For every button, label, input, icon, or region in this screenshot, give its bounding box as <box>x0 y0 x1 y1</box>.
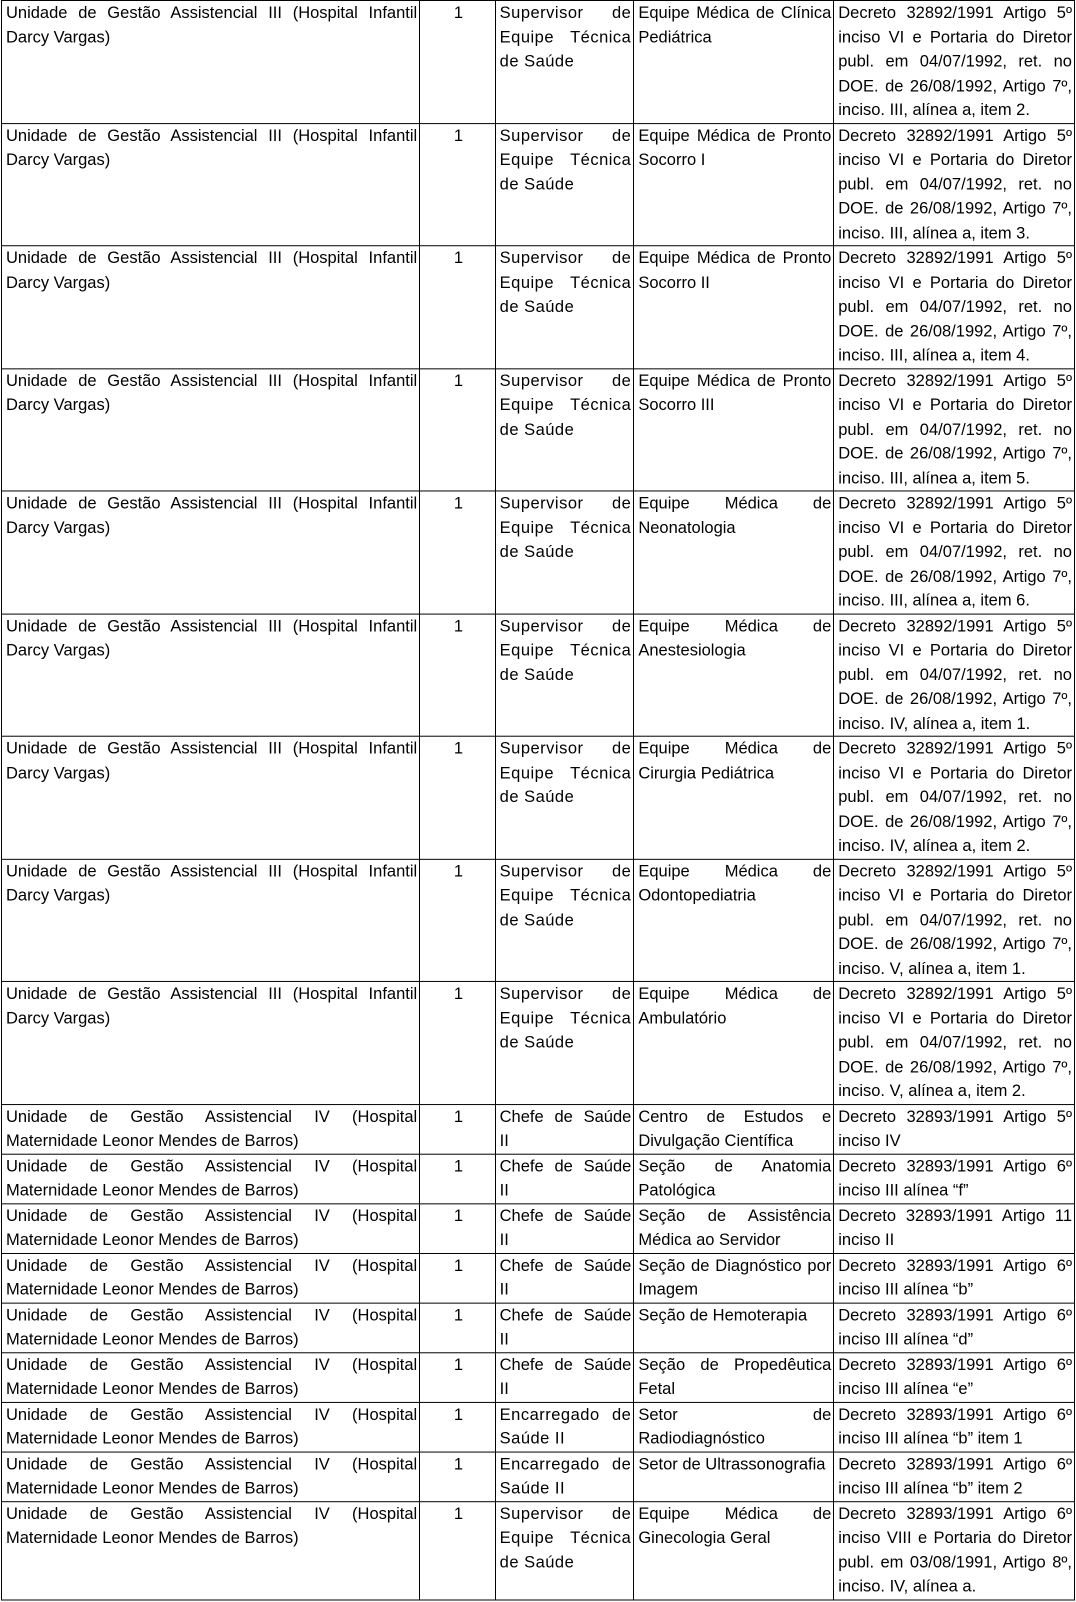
quantity-cell: 1 <box>420 1402 495 1452</box>
team-cell: Equipe Médica de Pronto Socorro III <box>634 368 834 491</box>
quantity-cell: 1 <box>420 1303 495 1353</box>
legal-basis-cell: Decreto 32893/1991 Artigo 6º inciso III alínea “b” item 2 <box>834 1452 1075 1502</box>
positions-table <box>1 0 1075 1600</box>
legal-basis-cell: Decreto 32893/1991 Artigo 11 inciso II <box>834 1203 1075 1253</box>
position-title-cell: Chefe de Saúde II <box>495 1303 634 1353</box>
position-title-cell: Supervisor de Equipe Técnica de Saúde <box>495 614 634 737</box>
team-cell: Equipe Médica de Ginecologia Geral <box>634 1501 834 1599</box>
unit-cell: Unidade de Gestão Assistencial IV (Hospital Maternidade Leonor Mendes de Barros) <box>2 1253 420 1303</box>
table-row <box>2 614 1075 737</box>
table-row <box>2 1154 1075 1204</box>
unit-cell: Unidade de Gestão Assistencial III (Hospital Infantil Darcy Vargas) <box>2 368 420 491</box>
legal-basis-cell: Decreto 32893/1991 Artigo 6º inciso III alínea “b” <box>834 1253 1075 1303</box>
position-title-cell: Supervisor de Equipe Técnica de Saúde <box>495 0 634 123</box>
legal-basis-cell: Decreto 32892/1991 Artigo 5º inciso VI e Portaria do Diretor publ. em 04/07/1992, ret. no DOE. de 26/08/1992, Artigo 7º, inciso. III, alínea a, item 2. <box>834 0 1075 123</box>
table-row <box>2 859 1075 982</box>
team-cell: Seção de Assistência Médica ao Servidor <box>634 1203 834 1253</box>
team-cell: Seção de Propedêutica Fetal <box>634 1352 834 1402</box>
legal-basis-cell: Decreto 32893/1991 Artigo 6º inciso VIII e Portaria do Diretor publ. em 03/08/1991, Artigo 8º, inciso. IV, alínea a. <box>834 1501 1075 1599</box>
legal-basis-cell: Decreto 32892/1991 Artigo 5º inciso VI e Portaria do Diretor publ. em 04/07/1992, ret. no DOE. de 26/08/1992, Artigo 7º, inciso. IV, alínea a, item 1. <box>834 614 1075 737</box>
team-cell: Equipe Médica de Odontopediatria <box>634 859 834 982</box>
position-title-cell: Chefe de Saúde II <box>495 1104 634 1154</box>
quantity-cell: 1 <box>420 246 495 369</box>
team-cell: Equipe Médica de Anestesiologia <box>634 614 834 737</box>
unit-cell: Unidade de Gestão Assistencial III (Hospital Infantil Darcy Vargas) <box>2 246 420 369</box>
quantity-cell: 1 <box>420 1203 495 1253</box>
unit-cell: Unidade de Gestão Assistencial IV (Hospital Maternidade Leonor Mendes de Barros) <box>2 1501 420 1599</box>
position-title-cell: Chefe de Saúde II <box>495 1154 634 1204</box>
team-cell: Centro de Estudos e Divulgação Científica <box>634 1104 834 1154</box>
position-title-cell: Supervisor de Equipe Técnica de Saúde <box>495 981 634 1104</box>
quantity-cell: 1 <box>420 1352 495 1402</box>
position-title-cell: Chefe de Saúde II <box>495 1203 634 1253</box>
position-title-cell: Supervisor de Equipe Técnica de Saúde <box>495 736 634 859</box>
unit-cell: Unidade de Gestão Assistencial IV (Hospital Maternidade Leonor Mendes de Barros) <box>2 1154 420 1204</box>
quantity-cell: 1 <box>420 491 495 614</box>
table-row <box>2 368 1075 491</box>
table-row <box>2 1253 1075 1303</box>
team-cell: Seção de Diagnóstico por Imagem <box>634 1253 834 1303</box>
position-title-cell: Supervisor de Equipe Técnica de Saúde <box>495 123 634 246</box>
team-cell: Equipe Médica de Ambulatório <box>634 981 834 1104</box>
quantity-cell: 1 <box>420 1452 495 1502</box>
position-title-cell: Supervisor de Equipe Técnica de Saúde <box>495 246 634 369</box>
legal-basis-cell: Decreto 32893/1991 Artigo 6º inciso III alínea “b” item 1 <box>834 1402 1075 1452</box>
unit-cell: Unidade de Gestão Assistencial III (Hospital Infantil Darcy Vargas) <box>2 736 420 859</box>
quantity-cell: 1 <box>420 1104 495 1154</box>
legal-basis-cell: Decreto 32892/1991 Artigo 5º inciso VI e Portaria do Diretor publ. em 04/07/1992, ret. no DOE. de 26/08/1992, Artigo 7º, inciso. V, alínea a, item 2. <box>834 981 1075 1104</box>
legal-basis-cell: Decreto 32893/1991 Artigo 6º inciso III alínea “d” <box>834 1303 1075 1353</box>
position-title-cell: Supervisor de Equipe Técnica de Saúde <box>495 368 634 491</box>
team-cell: Seção de Hemoterapia <box>634 1303 834 1353</box>
team-cell: Setor de Radiodiagnóstico <box>634 1402 834 1452</box>
legal-basis-cell: Decreto 32892/1991 Artigo 5º inciso VI e Portaria do Diretor publ. em 04/07/1992, ret. no DOE. de 26/08/1992, Artigo 7º, inciso. IV, alínea a, item 2. <box>834 736 1075 859</box>
position-title-cell: Supervisor de Equipe Técnica de Saúde <box>495 491 634 614</box>
unit-cell: Unidade de Gestão Assistencial III (Hospital Infantil Darcy Vargas) <box>2 0 420 123</box>
team-cell: Setor de Ultrassonografia <box>634 1452 834 1502</box>
table-row <box>2 1303 1075 1353</box>
unit-cell: Unidade de Gestão Assistencial IV (Hospital Maternidade Leonor Mendes de Barros) <box>2 1104 420 1154</box>
unit-cell: Unidade de Gestão Assistencial III (Hospital Infantil Darcy Vargas) <box>2 981 420 1104</box>
table-row <box>2 123 1075 246</box>
quantity-cell: 1 <box>420 614 495 737</box>
position-title-cell: Encarregado de Saúde II <box>495 1452 634 1502</box>
team-cell: Equipe Médica de Pronto Socorro I <box>634 123 834 246</box>
unit-cell: Unidade de Gestão Assistencial III (Hospital Infantil Darcy Vargas) <box>2 614 420 737</box>
legal-basis-cell: Decreto 32893/1991 Artigo 5º inciso IV <box>834 1104 1075 1154</box>
quantity-cell: 1 <box>420 0 495 123</box>
quantity-cell: 1 <box>420 1501 495 1599</box>
team-cell: Seção de Anatomia Patológica <box>634 1154 834 1204</box>
position-title-cell: Encarregado de Saúde II <box>495 1402 634 1452</box>
legal-basis-cell: Decreto 32893/1991 Artigo 6º inciso III alínea “f” <box>834 1154 1075 1204</box>
legal-basis-cell: Decreto 32892/1991 Artigo 5º inciso VI e Portaria do Diretor publ. em 04/07/1992, ret. no DOE. de 26/08/1992, Artigo 7º, inciso. III, alínea a, item 5. <box>834 368 1075 491</box>
quantity-cell: 1 <box>420 123 495 246</box>
table-row <box>2 736 1075 859</box>
position-title-cell: Supervisor de Equipe Técnica de Saúde <box>495 1501 634 1599</box>
unit-cell: Unidade de Gestão Assistencial III (Hospital Infantil Darcy Vargas) <box>2 491 420 614</box>
unit-cell: Unidade de Gestão Assistencial IV (Hospital Maternidade Leonor Mendes de Barros) <box>2 1452 420 1502</box>
team-cell: Equipe Médica de Cirurgia Pediátrica <box>634 736 834 859</box>
legal-basis-cell: Decreto 32892/1991 Artigo 5º inciso VI e Portaria do Diretor publ. em 04/07/1992, ret. no DOE. de 26/08/1992, Artigo 7º, inciso. III, alínea a, item 3. <box>834 123 1075 246</box>
table-row <box>2 246 1075 369</box>
position-title-cell: Supervisor de Equipe Técnica de Saúde <box>495 859 634 982</box>
legal-basis-cell: Decreto 32892/1991 Artigo 5º inciso VI e Portaria do Diretor publ. em 04/07/1992, ret. no DOE. de 26/08/1992, Artigo 7º, inciso. III, alínea a, item 4. <box>834 246 1075 369</box>
quantity-cell: 1 <box>420 1154 495 1204</box>
team-cell: Equipe Médica de Neonatologia <box>634 491 834 614</box>
legal-basis-cell: Decreto 32892/1991 Artigo 5º inciso VI e Portaria do Diretor publ. em 04/07/1992, ret. no DOE. de 26/08/1992, Artigo 7º, inciso. III, alínea a, item 6. <box>834 491 1075 614</box>
quantity-cell: 1 <box>420 859 495 982</box>
unit-cell: Unidade de Gestão Assistencial IV (Hospital Maternidade Leonor Mendes de Barros) <box>2 1203 420 1253</box>
table-row <box>2 491 1075 614</box>
unit-cell: Unidade de Gestão Assistencial IV (Hospital Maternidade Leonor Mendes de Barros) <box>2 1402 420 1452</box>
team-cell: Equipe Médica de Pronto Socorro II <box>634 246 834 369</box>
table-row <box>2 1402 1075 1452</box>
legal-basis-cell: Decreto 32893/1991 Artigo 6º inciso III alínea “e” <box>834 1352 1075 1402</box>
positions-table-body <box>2 0 1075 1599</box>
unit-cell: Unidade de Gestão Assistencial III (Hospital Infantil Darcy Vargas) <box>2 123 420 246</box>
unit-cell: Unidade de Gestão Assistencial IV (Hospital Maternidade Leonor Mendes de Barros) <box>2 1352 420 1402</box>
quantity-cell: 1 <box>420 736 495 859</box>
table-row <box>2 1104 1075 1154</box>
unit-cell: Unidade de Gestão Assistencial III (Hospital Infantil Darcy Vargas) <box>2 859 420 982</box>
legal-basis-cell: Decreto 32892/1991 Artigo 5º inciso VI e Portaria do Diretor publ. em 04/07/1992, ret. no DOE. de 26/08/1992, Artigo 7º, inciso. V, alínea a, item 1. <box>834 859 1075 982</box>
position-title-cell: Chefe de Saúde II <box>495 1352 634 1402</box>
quantity-cell: 1 <box>420 368 495 491</box>
table-row <box>2 1452 1075 1502</box>
table-row <box>2 0 1075 123</box>
team-cell: Equipe Médica de Clínica Pediátrica <box>634 0 834 123</box>
table-row <box>2 1501 1075 1599</box>
unit-cell: Unidade de Gestão Assistencial IV (Hospital Maternidade Leonor Mendes de Barros) <box>2 1303 420 1353</box>
quantity-cell: 1 <box>420 981 495 1104</box>
quantity-cell: 1 <box>420 1253 495 1303</box>
table-row <box>2 981 1075 1104</box>
position-title-cell: Chefe de Saúde II <box>495 1253 634 1303</box>
table-row <box>2 1203 1075 1253</box>
table-row <box>2 1352 1075 1402</box>
